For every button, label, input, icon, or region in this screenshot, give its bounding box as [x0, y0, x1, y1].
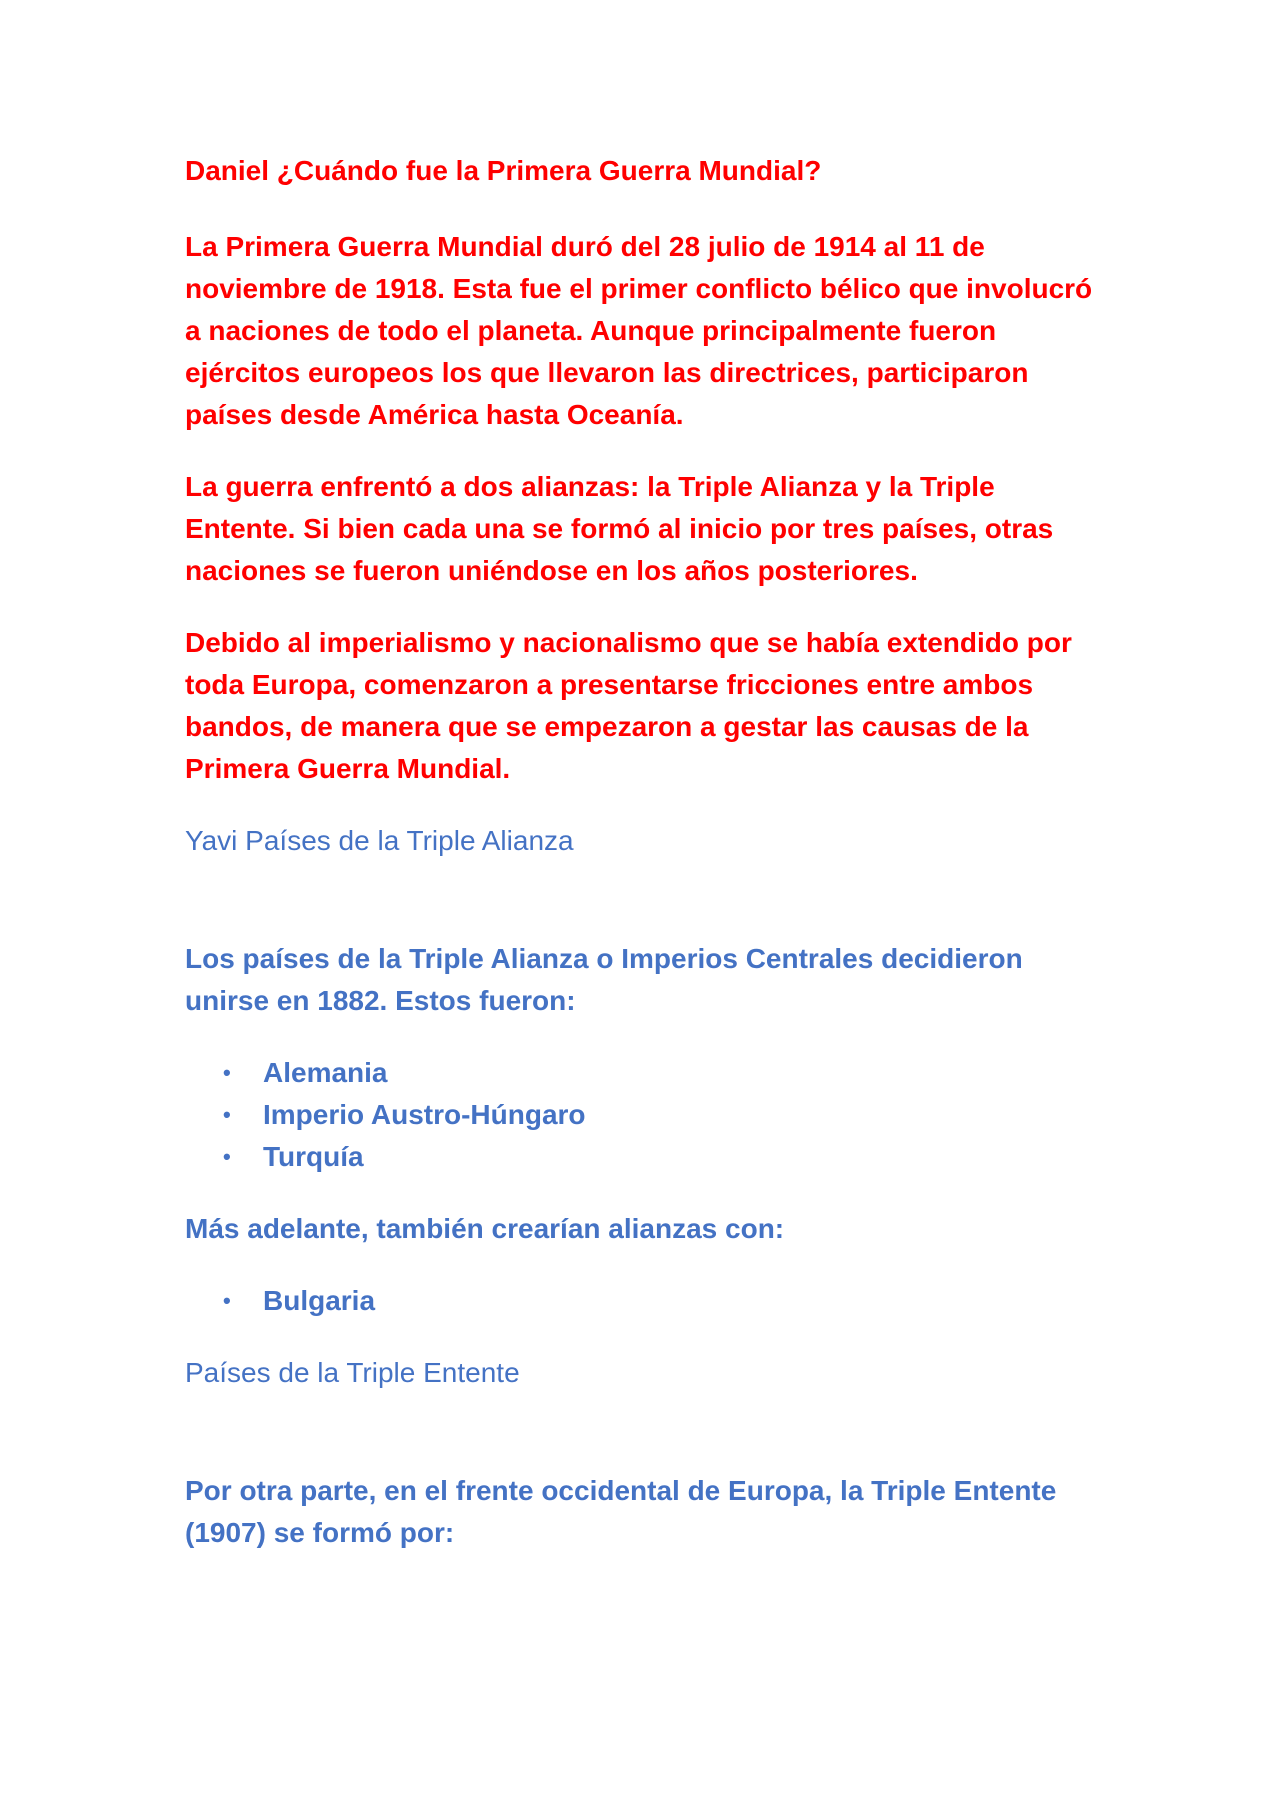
- bullet-icon: •: [223, 1144, 231, 1169]
- list-item-label: Imperio Austro-Húngaro: [263, 1099, 586, 1130]
- bullet-icon: •: [223, 1060, 231, 1085]
- bullet-icon: •: [223, 1288, 231, 1313]
- list-item: [185, 1052, 1105, 1094]
- list-item-label: Alemania: [263, 1057, 388, 1088]
- paragraph-entente-intro: Por otra parte, en el frente occidental de Europa, la Triple Entente (1907) se formó por:: [185, 1475, 1057, 1548]
- paragraph-alianza-intro: Los países de la Triple Alianza o Imperios Centrales decidieron unirse en 1882. Estos fueron:: [185, 943, 1023, 1016]
- alianza-later-list: [185, 1280, 1105, 1322]
- paragraph-alianza-later: Más adelante, también crearían alianzas con:: [185, 1213, 785, 1244]
- list-item-label: Turquía: [263, 1141, 364, 1172]
- list-item: [185, 1280, 1105, 1322]
- heading-triple-alianza: Yavi Países de la Triple Alianza: [185, 825, 574, 856]
- paragraph-causes: Debido al imperialismo y nacionalismo que se había extendido por toda Europa, comenzaron a presentarse fricciones entre ambos bandos, de manera que se empezaron a gestar las causas de la Primera Guerra Mundial.: [185, 627, 1072, 784]
- paragraph-alliances: La guerra enfrentó a dos alianzas: la Triple Alianza y la Triple Entente. Si bien cada una se formó al inicio por tres países, otras naciones se fueron uniéndose en los años posteriores.: [185, 471, 1054, 586]
- spacer: [185, 1394, 1105, 1470]
- bullet-icon: •: [223, 1102, 231, 1127]
- paragraph-duration: La Primera Guerra Mundial duró del 28 julio de 1914 al 11 de noviembre de 1918. Esta fue el primer conflicto bélico que involucró a naciones de todo el planeta. Aunque principalmente fueron ejércitos europeos los que llevaron las directrices, participaron países desde América hasta Oceanía.: [185, 231, 1093, 430]
- list-item: [185, 1094, 1105, 1136]
- list-item-label: Bulgaria: [263, 1285, 376, 1316]
- list-item: [185, 1136, 1105, 1178]
- document-page: [185, 150, 1105, 1584]
- spacer: [185, 862, 1105, 938]
- alianza-country-list: [185, 1052, 1105, 1178]
- heading-triple-entente: Países de la Triple Entente: [185, 1357, 520, 1388]
- document-title: Daniel ¿Cuándo fue la Primera Guerra Mundial?: [185, 155, 822, 186]
